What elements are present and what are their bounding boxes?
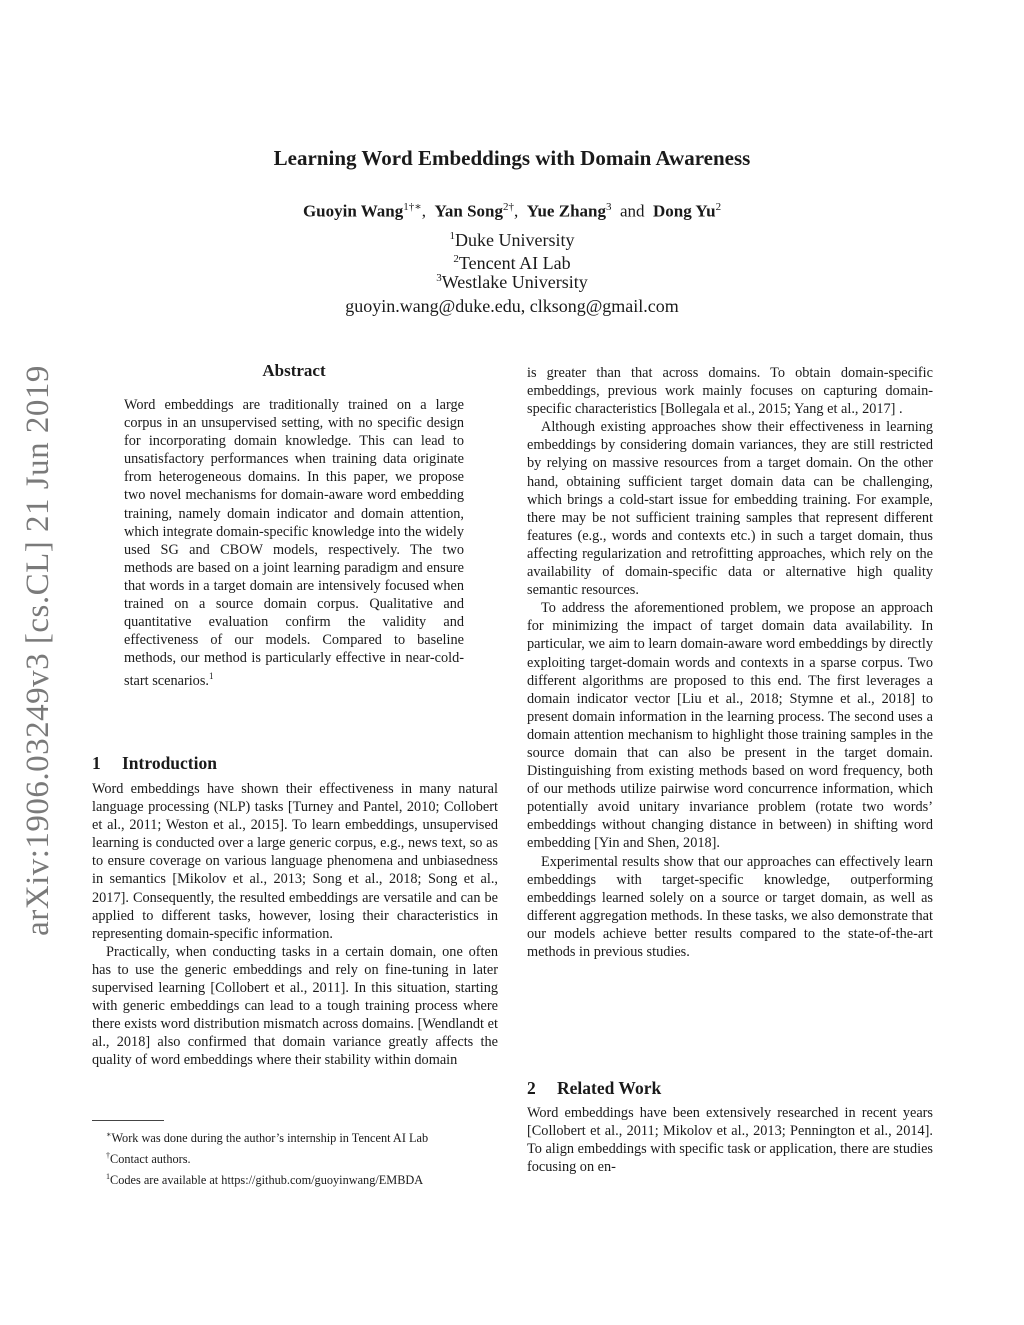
footnote-text: Codes are available at https://github.com/guoyinwang/EMBDA	[110, 1173, 424, 1188]
arxiv-identifier-text: arXiv:1906.03249v3 [cs.CL] 21 Jun 2019	[19, 364, 56, 936]
author-list	[0, 200, 1024, 222]
author-name: Dong Yu	[653, 201, 716, 221]
paper-title: Learning Word Embeddings with Domain Awareness	[273, 146, 751, 170]
author-separator: ,	[421, 201, 426, 221]
author-separator: and	[619, 201, 645, 221]
footnote-text: Contact authors.	[110, 1152, 191, 1167]
footnote-mark: 1	[106, 1172, 110, 1182]
abstract-text: Word embeddings are traditionally trained on a large corpus in an unsupervised setting, with no specific design for incorporating domain knowledge. This can lead to unsatisfactory performances when training data originate from heterogeneous domains. In this paper, we propose two novel mechanisms for domain-aware word embedding training, namely domain indicator and domain attention, which integrate domain-specific knowledge into the widely used SG and CBOW models, respectively. The two methods are based on a joint learning paradigm and ensure that words in a target domain are intensively focused when trained on a source domain corpus. Qualitative and quantitative evaluation confirm the validity and effectiveness of our models. Compared to baseline methods, our method is particularly effective in near-cold-start scenarios.	[124, 397, 464, 690]
author-name: Yan Song	[434, 201, 504, 221]
intro-paragraph: Word embeddings have shown their effectiveness in many natural language processing (NLP) tasks [Turney and Pantel, 2010; Collobert et al., 2011; Weston et al., 2015]. To learn embeddings, unsupervised learning is conducted over a large generic corpus, e.g., news text, so as to ensure coverage on various language phenomena and unbiasedness in semantics [Mikolov et al., 2013; Song et al., 2018; Song et al., 2017]. Consequently, the resulted embeddings are versatile and can be applied to different tasks, however, losing their characteristics in representing domain-specific information.	[92, 781, 498, 942]
section-title: Related Work	[557, 1078, 662, 1098]
intro-paragraph: Experimental results show that our approaches can effectively learn embeddings with target-specific knowledge, outperforming embeddings learned solely on a source or target domain, as well as different aggregation methods. In these tasks, we also demonstrate that our models achieve better results compared to the state-of-the-art methods in previous studies.	[527, 853, 933, 960]
affiliation-name: Westlake University	[441, 272, 588, 292]
section-heading-introduction	[92, 753, 217, 774]
author-name: Yue Zhang	[526, 201, 606, 221]
intro-paragraph: To address the aforementioned problem, we propose an approach for minimizing the impact of target domain data availability. In particular, we aim to learn domain-aware word embeddings by directly exploiting target-domain words and contexts in a sparse corpus. Two different algorithms are proposed to this end. The first leverages a domain indicator vector [Liu et al., 2018; Stymne et al., 2018] to present domain information in the learning process. The second uses a domain attention mechanism to highlight those training samples in the source domain that can also be present in the target domain. Distinguishing from existing methods based on word frequency, both of our methods utilize pairwise word concurrence information, which potentially avoid unitary invariance problem (rotate two words’ embeddings without changing distance in between) in shifting word embedding [Yin and Shen, 2018].	[527, 600, 933, 852]
author-marks: 3	[605, 201, 612, 213]
abstract-heading: Abstract	[262, 361, 326, 380]
affiliation	[0, 253, 1024, 274]
affiliation	[0, 272, 1024, 293]
section-number: 2	[527, 1078, 536, 1098]
affiliation-mark: 2	[453, 253, 459, 265]
section-title: Introduction	[122, 753, 217, 773]
footnote-divider	[92, 1120, 164, 1121]
affiliation-name: Tencent AI Lab	[458, 253, 571, 273]
author-marks: 2	[715, 201, 722, 213]
footnote	[92, 1168, 502, 1189]
section-heading-related-work	[527, 1078, 661, 1099]
affiliation-name: Duke University	[455, 230, 575, 250]
abstract-footnote-mark: 1	[208, 671, 214, 682]
author-emails: guoyin.wang@duke.edu, clksong@gmail.com	[345, 296, 679, 316]
author-name: Guoyin Wang	[302, 201, 404, 221]
intro-column-right	[527, 364, 933, 961]
affiliation-mark: 3	[436, 272, 442, 284]
intro-paragraph: is greater than that across domains. To obtain domain-specific embeddings, previous work mainly focuses on capturing domain-specific characteristics [Bollegala et al., 2015; Yang et al., 2017] .	[527, 365, 933, 418]
section-number: 1	[92, 753, 101, 773]
author-separator: ,	[514, 201, 519, 221]
intro-paragraph: Although existing approaches show their effectiveness in learning embeddings by considering domain variances, they are still restricted by relying on massive resources from a target domain. On the other hand, obtaining sufficient target domain data can be challenging, which brings a cold-start issue for embedding training. For example, there may be not sufficient training samples that represent different features (e.g., words and contexts etc.) in such a target domain, thus affecting regularization and retrofitting approaches, which rely on the availability of domain-specific data or alternative high quality semantic resources.	[527, 419, 933, 599]
intro-paragraph: Practically, when conducting tasks in a certain domain, one often has to use the generic embeddings and rely on fine-tuning in later supervised learning [Collobert et al., 2011]. In this situation, starting with generic embeddings can lead to a tough training process where there exists word distribution mismatch across domains. [Wendlandt et al., 2018] also confirmed that domain variance greatly affects the quality of word embeddings where their stability within domain	[92, 943, 498, 1069]
footnote-mark: ∗	[106, 1130, 112, 1139]
related-work-column	[527, 1104, 933, 1176]
footnotes	[92, 1126, 502, 1189]
arxiv-identifier	[8, 360, 68, 940]
abstract-body	[124, 396, 464, 690]
footnote	[92, 1147, 502, 1168]
author-marks: 2†	[503, 201, 515, 213]
intro-column-left	[92, 780, 498, 1070]
affiliation	[0, 230, 1024, 251]
author-marks: 1†∗	[403, 201, 422, 213]
related-paragraph: Word embeddings have been extensively researched in recent years [Collobert et al., 2011; Mikolov et al., 2013; Pennington et al., 2014]. To align embeddings with specific task or application, there are studies focusing on en-	[527, 1105, 933, 1176]
footnote-mark: †	[106, 1151, 110, 1161]
footnote-text: Work was done during the author’s internship in Tencent AI Lab	[111, 1131, 429, 1146]
affiliation-mark: 1	[449, 230, 455, 242]
footnote	[92, 1126, 502, 1147]
